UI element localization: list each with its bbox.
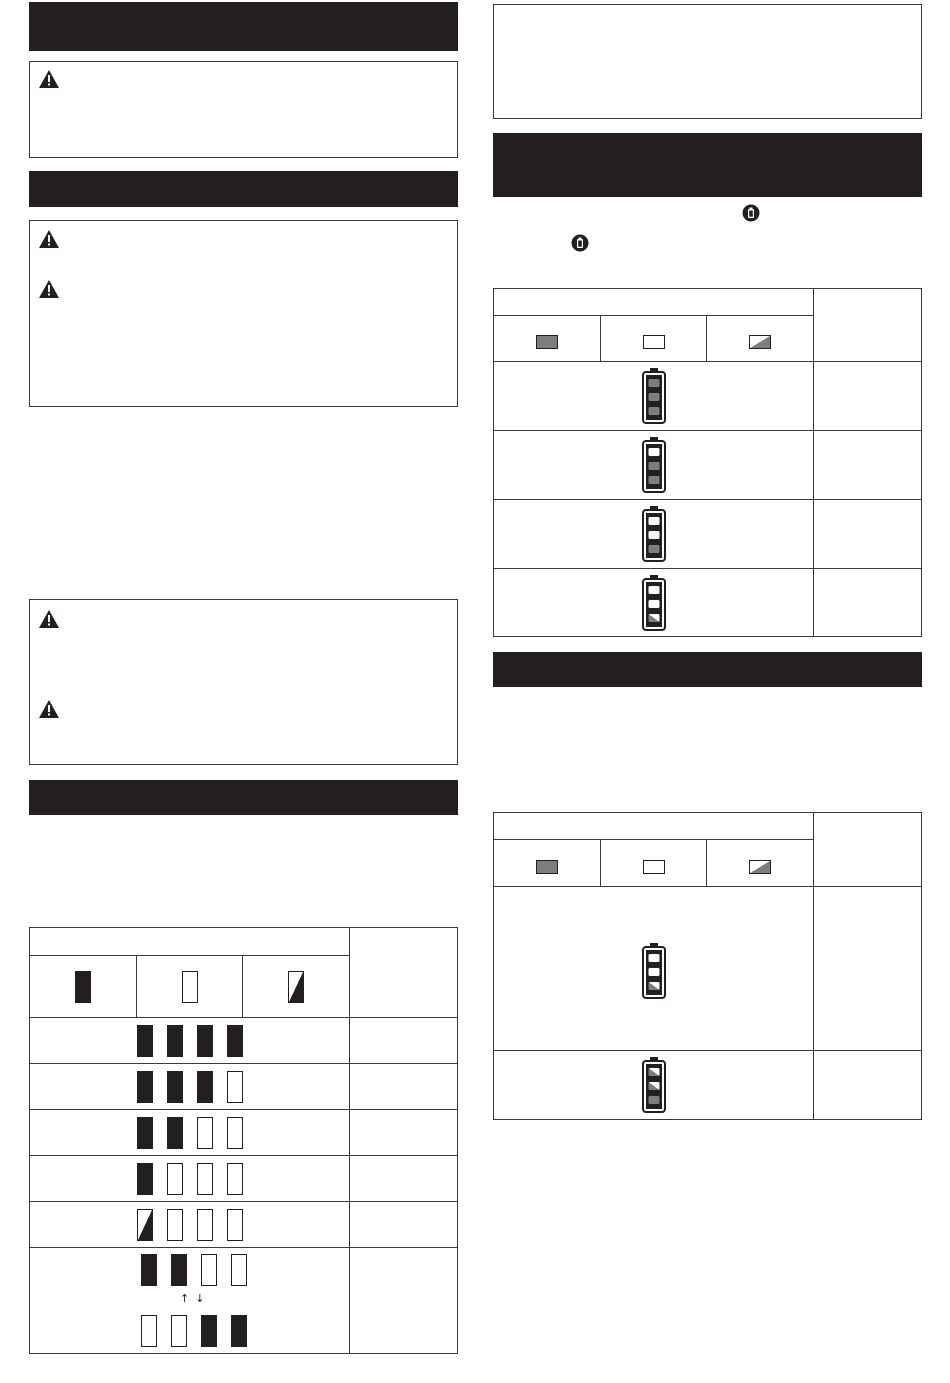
lamp-icon <box>227 1025 243 1057</box>
lamp-icon <box>167 1117 183 1149</box>
lamp-icon <box>167 1025 183 1057</box>
battery-segment <box>648 1082 659 1090</box>
battery-level-icon <box>641 436 667 494</box>
legend-blinking <box>707 840 814 887</box>
lamp-icon <box>137 1117 153 1149</box>
capacity-cell <box>350 1202 458 1248</box>
legend-blinking <box>243 956 350 1018</box>
lamp-icon <box>167 1071 183 1103</box>
capacity-cell <box>350 1248 458 1354</box>
lamp-icon <box>197 1025 213 1057</box>
legend-blinking <box>707 316 814 362</box>
battery-segment <box>648 393 659 401</box>
battery-segment <box>648 476 659 484</box>
battery-segment <box>648 954 659 962</box>
capacity-cell <box>814 1051 922 1120</box>
lamp-icon <box>201 1254 217 1286</box>
arrow-down-icon: ↓ <box>195 1292 211 1305</box>
capacity-cell <box>350 1064 458 1110</box>
table-row <box>30 1018 350 1064</box>
table-row <box>494 569 814 637</box>
indicator-lamps-header <box>494 813 814 840</box>
lamp-icon <box>197 1117 213 1149</box>
lamp-icon <box>227 1209 243 1241</box>
capacity-cell <box>350 1110 458 1156</box>
warning-triangle-icon <box>38 609 60 629</box>
battery-segment <box>648 517 659 525</box>
table-row <box>30 1202 350 1248</box>
capacity-cell <box>814 431 922 500</box>
lamp-icon <box>197 1163 213 1195</box>
battery-segment <box>648 1068 659 1076</box>
battery-level-icon <box>641 1056 667 1114</box>
lamp-icon <box>231 1254 247 1286</box>
battery-segment <box>648 545 659 553</box>
table-row <box>494 431 814 500</box>
section-heading-bar-2 <box>29 171 458 207</box>
lamp-icon <box>171 1315 187 1347</box>
capacity-cell <box>814 362 922 431</box>
indicator-lamps-header <box>494 289 814 316</box>
lamp-off-icon <box>182 971 198 1003</box>
battery-segment <box>648 1096 659 1104</box>
lamp-blinking-icon <box>749 860 771 874</box>
lamp-lit-icon <box>536 335 558 349</box>
lamp-icon <box>197 1209 213 1241</box>
battery-segment <box>648 379 659 387</box>
table-row <box>30 1110 350 1156</box>
battery-check-icon <box>571 234 589 252</box>
warning-box-1 <box>29 61 458 158</box>
lamp-blinking-icon <box>288 971 304 1003</box>
table-row <box>494 362 814 431</box>
lamp-blinking-icon <box>749 335 771 349</box>
battery-segment <box>648 407 659 415</box>
battery-segment <box>648 531 659 539</box>
legend-lit <box>30 956 137 1018</box>
warning-triangle-icon <box>38 699 60 719</box>
remaining-capacity-header <box>814 289 922 362</box>
battery-segment <box>648 968 659 976</box>
battery-level-icon <box>641 574 667 632</box>
table-row <box>30 1064 350 1110</box>
table-row <box>494 500 814 569</box>
capacity-cell <box>350 1156 458 1202</box>
table-row <box>494 887 814 1051</box>
capacity-cell <box>814 887 922 1051</box>
lamp-off-icon <box>643 860 665 874</box>
section-heading-bar-5 <box>493 652 922 687</box>
lamp-icon <box>137 1209 153 1241</box>
lamp-icon <box>171 1254 187 1286</box>
battery-level-icon <box>641 367 667 425</box>
indicator-lamps-header <box>30 928 350 956</box>
warning-box-3 <box>29 599 458 765</box>
table-row <box>30 1248 350 1354</box>
remaining-capacity-header <box>350 928 458 1018</box>
charge-indicator-table <box>29 927 458 1354</box>
lamp-lit-icon <box>536 860 558 874</box>
legend-off <box>137 956 243 1018</box>
battery-segment <box>648 614 659 622</box>
capacity-cell <box>814 500 922 569</box>
lamp-icon <box>201 1315 217 1347</box>
lamp-icon <box>167 1209 183 1241</box>
lamp-lit-icon <box>75 971 91 1003</box>
lamp-icon <box>227 1163 243 1195</box>
lamp-icon <box>137 1163 153 1195</box>
table-row <box>30 1156 350 1202</box>
battery-level-icon <box>641 942 667 1000</box>
battery-segment <box>648 462 659 470</box>
warning-box-2 <box>29 220 458 407</box>
battery-level-table-2 <box>493 812 922 1120</box>
remaining-capacity-header <box>814 813 922 887</box>
legend-lit <box>494 316 601 362</box>
arrow-up-icon: ↑ <box>180 1292 196 1305</box>
warning-triangle-icon <box>38 229 60 249</box>
legend-off <box>601 316 707 362</box>
lamp-icon <box>137 1071 153 1103</box>
capacity-cell <box>350 1018 458 1064</box>
section-heading-bar-3 <box>29 780 458 815</box>
lamp-off-icon <box>643 335 665 349</box>
battery-segment <box>648 600 659 608</box>
battery-check-icon <box>742 204 760 222</box>
battery-segment <box>648 982 659 990</box>
battery-segment <box>648 586 659 594</box>
note-box <box>493 4 922 119</box>
lamp-icon <box>231 1315 247 1347</box>
lamp-icon <box>141 1315 157 1347</box>
lamp-icon <box>137 1025 153 1057</box>
battery-segment <box>648 448 659 456</box>
legend-off <box>601 840 707 887</box>
lamp-icon <box>167 1163 183 1195</box>
section-heading-bar-4 <box>493 133 922 197</box>
legend-lit <box>494 840 601 887</box>
lamp-icon <box>227 1117 243 1149</box>
warning-triangle-icon <box>38 69 60 89</box>
table-row <box>494 1051 814 1120</box>
battery-level-table-1 <box>493 288 922 637</box>
lamp-icon <box>197 1071 213 1103</box>
warning-triangle-icon <box>38 279 60 299</box>
lamp-icon <box>141 1254 157 1286</box>
lamp-icon <box>227 1071 243 1103</box>
battery-level-icon <box>641 505 667 563</box>
capacity-cell <box>814 569 922 637</box>
section-heading-bar-1 <box>29 2 458 51</box>
